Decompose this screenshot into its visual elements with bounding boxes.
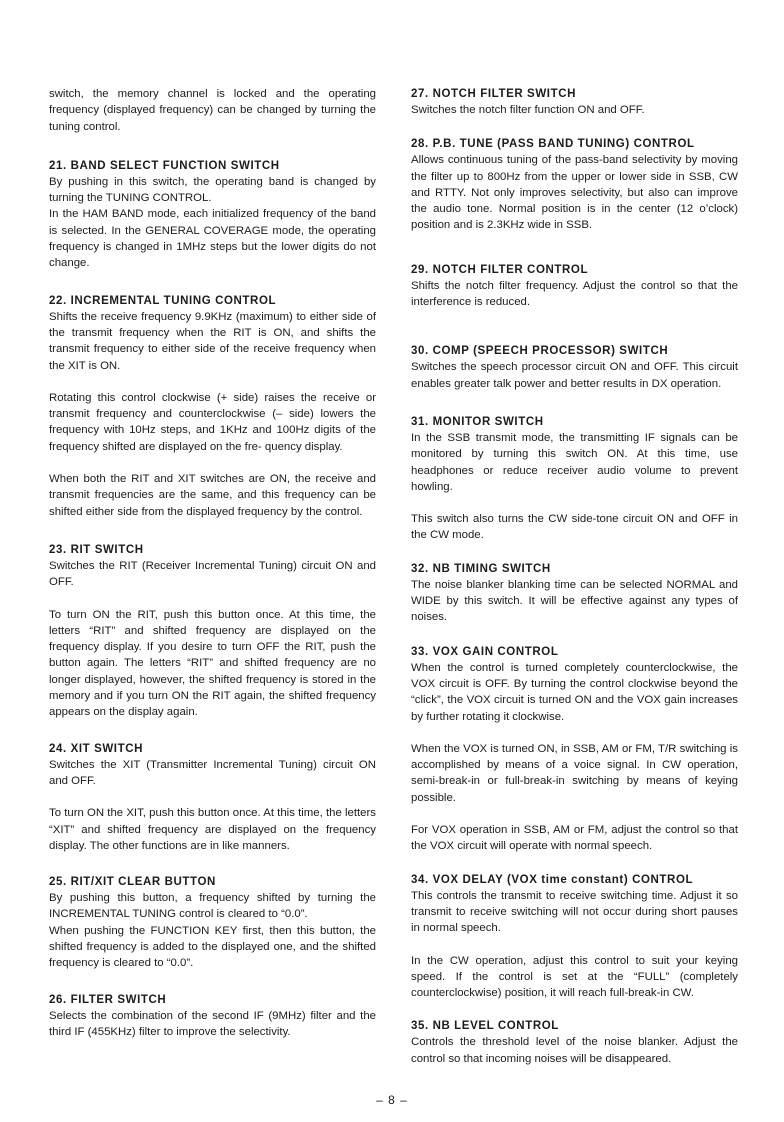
section-title: 27. NOTCH FILTER SWITCH	[411, 88, 577, 100]
section-title: 22. INCREMENTAL TUNING CONTROL	[49, 294, 277, 307]
paragraph: This switch also turns the CW side-tone circuit ON and OFF in the CW mode.	[411, 513, 738, 542]
paragraph: By pushing in this switch, the operating band is changed by turning the TUNING CONTROL.	[49, 175, 376, 205]
paragraph: When the control is turned completely counterclockwise, the VOX circuit is OFF. By turning the control clockwise beyond the “click”, the VOX circuit is turned ON and the VOX gain increases by further rotating it clockwise.	[411, 661, 738, 723]
paragraph: Selects the combination of the second IF (9MHz) filter and the third IF (455KHz) filter to improve the selectivity.	[49, 1009, 376, 1038]
section-monitor-switch	[411, 414, 738, 544]
paragraph: Controls the threshold level of the noise blanker. Adjust the control so that incoming noises will be disappeared.	[411, 1036, 738, 1065]
right-column	[411, 86, 738, 1067]
section-title: 34. VOX DELAY (VOX time constant) CONTROL	[411, 873, 694, 886]
section-comp-switch	[411, 343, 738, 392]
paragraph: In the SSB transmit mode, the transmitting IF signals can be monitored by turning this switch ON. At this time, use headphones or reduce receiver audio volume to prevent howling.	[411, 431, 738, 493]
section-title: 35. NB LEVEL CONTROL	[411, 1020, 559, 1033]
section-title: 31. MONITOR SWITCH	[411, 415, 544, 428]
section-title: 28. P.B. TUNE (PASS BAND TUNING) CONTROL	[411, 138, 695, 151]
paragraph: For VOX operation in SSB, AM or FM, adjust the control so that the VOX circuit will operate with normal speech.	[411, 824, 738, 853]
section-title: 26. FILTER SWITCH	[49, 993, 167, 1006]
paragraph: The noise blanker blanking time can be selected NORMAL and WIDE by this switch. It will be effective against any types of noises.	[411, 578, 738, 624]
section-rit-switch	[49, 542, 376, 721]
paragraph: In the HAM BAND mode, each initialized frequency of the band is selected. In the GENERAL COVERAGE mode, the operating frequency is changed in 1MHz steps but the lower digits do not change.	[49, 208, 376, 270]
section-title: 30. COMP (SPEECH PROCESSOR) SWITCH	[411, 345, 669, 358]
section-nb-timing	[411, 561, 738, 626]
paragraph: In the CW operation, adjust this control to suit your keying speed. If the control is set at the “FULL” (completely counterclockwise) position, it will reach full-break-in CW.	[411, 954, 738, 1000]
section-title: 24. XIT SWITCH	[49, 742, 144, 755]
section-title: 33. VOX GAIN CONTROL	[411, 645, 559, 658]
section-rit-xit-clear	[49, 874, 376, 971]
section-title: 25. RIT/XIT CLEAR BUTTON	[49, 876, 216, 889]
section-incremental-tuning	[49, 293, 376, 520]
section-notch-filter-switch	[411, 86, 738, 118]
paragraph: Switches the notch filter function ON and OFF.	[411, 104, 645, 116]
paragraph: Switches the RIT (Receiver Incremental Tuning) circuit ON and OFF.	[49, 559, 376, 589]
section-title: 21. BAND SELECT FUNCTION SWITCH	[49, 159, 280, 172]
section-vox-gain	[411, 644, 738, 855]
section-filter-switch	[49, 992, 376, 1041]
section-title: 32. NB TIMING SWITCH	[411, 562, 551, 575]
paragraph: switch, the memory channel is locked and the operating frequency (displayed frequency) can be changed by turning the tuning control.	[49, 88, 376, 133]
section-intro-continued	[49, 86, 376, 135]
paragraph: Switches the XIT (Transmitter Incremental Tuning) circuit ON and OFF.	[49, 758, 376, 787]
paragraph: To turn ON the XIT, push this button once. At this time, the letters “XIT” and shifted frequency are displayed on the frequency display. The other functions are in like manners.	[49, 807, 376, 852]
paragraph: When both the RIT and XIT switches are ON, the receive and transmit frequencies are the same, and this frequency can be shifted either side from the displayed frequency by the control.	[49, 473, 376, 518]
section-vox-delay	[411, 872, 738, 1002]
section-title: 23. RIT SWITCH	[49, 543, 144, 556]
section-band-select	[49, 158, 376, 272]
paragraph: To turn ON the RIT, push this button once. At this time, the letters “RIT” and shifted frequency are displayed on the frequency display. If you desire to turn OFF the RIT, push the button again. The letters “RIT” and shifted frequency are no longer displayed, however, the shifted frequency is stored in the memory and if you turn ON the RIT again, the shifted frequency appears on the display again.	[49, 608, 376, 719]
paragraph: Rotating this control clockwise (+ side) raises the receive or transmit frequency and counterclockwise (– side) lowers the frequency with 10Hz steps, and 1KHz and 100Hz digits of the frequency shifted are displayed on the fre- quency display.	[49, 391, 376, 453]
section-notch-filter-control	[411, 262, 738, 311]
paragraph: Switches the speech processor circuit ON and OFF. This circuit enables greater talk power and better results in DX operation.	[411, 361, 738, 390]
left-column	[49, 86, 376, 1040]
section-xit-switch	[49, 741, 376, 854]
paragraph: This controls the transmit to receive switching time. Adjust it so transmit to receive switching will not occur during short pauses in normal speech.	[411, 889, 738, 935]
paragraph: Shifts the receive frequency 9.9KHz (maximum) to either side of the transmit frequency when the RIT is ON, and shifts the transmit frequency to either side of the receive frequency when the XIT is ON.	[49, 310, 376, 372]
paragraph: Shifts the notch filter frequency. Adjust the control so that the interference is reduced.	[411, 279, 738, 309]
paragraph: By pushing this button, a frequency shifted by turning the INCREMENTAL TUNING control is cleared to “0.0”.	[49, 892, 376, 921]
paragraph: Allows continuous tuning of the pass-band selectivity by moving the filter up to 800Hz from the upper or lower side in SSB, CW and RTTY. Not only improves selectivity, but also can improve the audio tone. Normal position is in the center (12 o’clock) position and is 2.3KHz wide in SSB.	[411, 154, 738, 232]
page-number: – 8 –	[376, 1093, 408, 1107]
paragraph: When pushing the FUNCTION KEY first, then this button, the shifted frequency is added to the displayed one, and the shifted frequency is cleared to “0.0”.	[49, 924, 376, 970]
section-title: 29. NOTCH FILTER CONTROL	[411, 263, 589, 276]
paragraph: When the VOX is turned ON, in SSB, AM or FM, T/R switching is accomplished by means of a voice signal. In CW operation, semi-break-in or full-break-in switching by means of keying possible.	[411, 742, 738, 804]
section-nb-level	[411, 1018, 738, 1067]
section-pb-tune	[411, 136, 738, 233]
